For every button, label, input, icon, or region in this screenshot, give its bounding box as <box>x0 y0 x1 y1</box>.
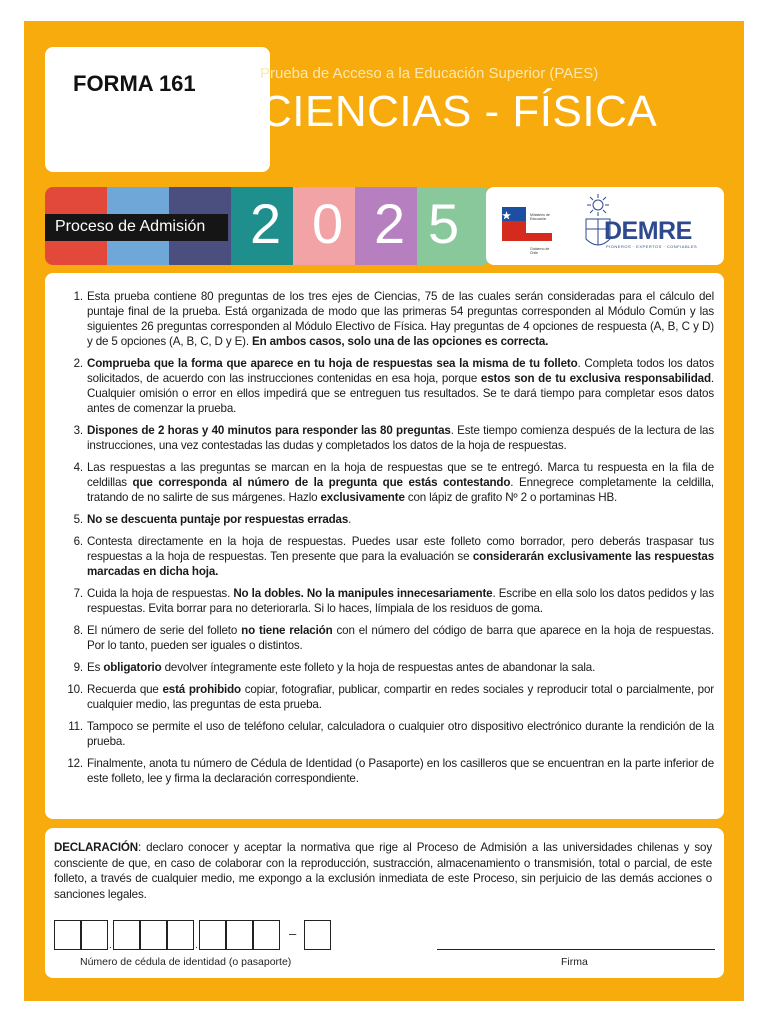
instruction-text: . Escribe en ella solo los datos pedidos y las respuestas. Evita borrar para no deteriorarla. Si lo haces, límpiala de los residuos de goma. <box>87 587 714 615</box>
id-separator-dot: . <box>109 940 112 951</box>
ministerio-text: Ministerio de Educación <box>530 213 550 221</box>
year-digit-2: 0 <box>312 192 344 255</box>
id-digit-box[interactable] <box>140 920 167 950</box>
instruction-text: Cuida la hoja de respuestas. <box>87 587 234 600</box>
instruction-text: Esta prueba contiene 80 preguntas de los tres ejes de Ciencias, 75 de las cuales serán consideradas para el cálculo del puntaje final de la prueba. Está organizada de modo que las primeras 54 preguntas corresponden al Módulo Común y las siguientes 26 preguntas corresponden al Módulo Electivo de Física. Hay preguntas de 4 opciones de respuesta (A, B, C y D) y de 5 opciones (A, B, C, D y E). <box>87 290 714 348</box>
logos-box <box>486 187 724 265</box>
instruction-number: 6. <box>73 535 83 548</box>
instruction-text: devolver íntegramente este folleto y la hoja de respuestas antes de abandonar la sala. <box>161 661 596 674</box>
instruction-item <box>59 623 714 653</box>
forma-label: FORMA 161 <box>73 71 196 96</box>
instruction-bold-text: No se descuenta puntaje por respuestas erradas <box>87 513 349 526</box>
instruction-number: 12. <box>67 757 83 770</box>
demre-logo-text: DEMRE <box>604 217 692 245</box>
instruction-bold-text: Comprueba que la forma que aparece en tu hoja de respuestas sea la misma de tu folleto <box>87 357 578 370</box>
instruction-number: 1. <box>73 290 83 303</box>
instruction-number: 5. <box>73 513 83 526</box>
instruction-number: 11. <box>68 720 83 733</box>
id-digit-box[interactable] <box>226 920 253 950</box>
instruction-text: Las respuestas a las preguntas se marcan en la hoja de respuestas que se te entregó. Marca tu respuesta en la fila de celdillas <box>87 461 714 489</box>
instruction-item <box>59 586 714 616</box>
instruction-bold-text: En ambos casos, solo una de las opciones es correcta. <box>252 335 549 348</box>
instruction-item <box>59 356 714 416</box>
test-title: CIENCIAS - FÍSICA <box>260 87 658 136</box>
declaration-text <box>54 840 712 902</box>
ministerio-subtext: Gobierno de Chile <box>530 247 550 255</box>
instruction-bold-text: no tiene relación <box>241 624 333 637</box>
instruction-item <box>59 534 714 579</box>
instruction-number: 2. <box>73 357 83 370</box>
instruction-text: Finalmente, anota tu número de Cédula de Identidad (o Pasaporte) en los casilleros que se encuentran en la parte inferior de este folleto, lee y firma la declaración correspondiente. <box>87 757 714 785</box>
instruction-bold-text: exclusivamente <box>320 491 405 504</box>
instruction-text: Tampoco se permite el uso de teléfono celular, calculadora o cualquier otro dispositivo electrónico durante la rendición de la prueba. <box>87 720 714 748</box>
id-digit-box[interactable] <box>113 920 140 950</box>
instruction-number: 8. <box>73 624 83 637</box>
instruction-item <box>59 512 714 527</box>
instruction-text: Contesta directamente en la hoja de respuestas. Puedes usar este folleto como borrador, pero deberás traspasar tus respuestas a la hoja de respuestas. Ten presente que para la evaluación se <box>87 535 714 563</box>
instruction-item <box>59 460 714 505</box>
id-digit-box[interactable] <box>199 920 226 950</box>
test-subtitle: Prueba de Acceso a la Educación Superior (PAES) <box>260 65 599 82</box>
instruction-number: 9. <box>73 661 83 674</box>
instruction-text: . Ennegrece completamente la celdilla, tratando de no salirte de sus márgenes. Hazlo <box>87 476 714 504</box>
instruction-number: 7. <box>73 587 83 600</box>
instruction-item <box>59 423 714 453</box>
instruction-number: 3. <box>73 424 83 437</box>
instruction-text: El número de serie del folleto <box>87 624 242 637</box>
instruction-text: . Cualquier omisión o error en ellos impedirá que se entreguen tus resultados. Se te dará tiempo para completar esos datos antes de comenzar la prueba. <box>87 372 714 415</box>
id-digit-box[interactable] <box>81 920 108 950</box>
instruction-bold-text: No la dobles. No la manipules innecesariamente <box>233 587 493 600</box>
instruction-item <box>59 289 714 349</box>
instruction-bold-text: estos son de tu exclusiva responsabilidad <box>480 372 711 385</box>
instruction-text: . Este tiempo comienza después de la lectura de las instrucciones, una vez contestadas las dudas y completados los datos de la hoja de respuestas. <box>87 424 715 452</box>
instruction-text: . <box>348 513 352 526</box>
declaration-panel <box>45 828 724 978</box>
id-verifier-box[interactable] <box>304 920 331 950</box>
instruction-bold-text: obligatorio <box>103 661 162 674</box>
instruction-bold-text: que corresponda al número de la pregunta que estás contestando <box>132 476 511 489</box>
instruction-item <box>59 660 714 675</box>
instruction-bold-text: considerarán exclusivamente las respuestas marcadas en dicha hoja. <box>87 550 714 578</box>
id-digit-box[interactable] <box>54 920 81 950</box>
instruction-item <box>59 682 714 712</box>
declaration-label: DECLARACIÓN <box>54 841 139 854</box>
proceso-label: Proceso de Admisión <box>45 214 228 241</box>
id-digit-box[interactable] <box>253 920 280 950</box>
id-verifier-dash: – <box>289 926 297 941</box>
instruction-item <box>59 719 714 749</box>
signature-line[interactable] <box>437 949 715 950</box>
instruction-text: . Completa todos los datos solicitados, de acuerdo con las instrucciones contenidas en esa hoja, porque <box>87 357 714 385</box>
instruction-text: Es <box>87 661 104 674</box>
instruction-bold-text: está prohibido <box>162 683 241 696</box>
instruction-text: con el número del código de barra que aparece en la hoja de respuestas. Por lo tanto, pueden ser iguales o distintos. <box>87 624 715 652</box>
year-digit-1: 2 <box>250 192 282 255</box>
instructions-panel <box>45 273 724 819</box>
instruction-text: con lápiz de grafito Nº 2 o portaminas HB. <box>404 491 618 504</box>
instruction-text: Recuerda que <box>87 683 163 696</box>
signature-label: Firma <box>561 956 588 968</box>
ministerio-logo <box>502 207 552 255</box>
year-digit-3: 2 <box>374 192 406 255</box>
instruction-item <box>59 756 714 786</box>
instruction-text: copiar, fotografiar, publicar, compartir en redes sociales y reproducir total o parcialmente, por cualquier medio, las preguntas de esta prueba. <box>87 683 714 711</box>
year-digit-4: 5 <box>428 192 460 255</box>
demre-tagline: PIONEROS · EXPERTOS · CONFIABLES <box>606 244 698 249</box>
instructions-list <box>59 289 714 786</box>
instruction-number: 4. <box>73 461 83 474</box>
cover-page <box>24 21 744 1001</box>
forma-box <box>45 47 270 172</box>
id-digit-box[interactable] <box>167 920 194 950</box>
declaration-body: : declaro conocer y aceptar la normativa que rige al Proceso de Admisión a las universidades chilenas y soy consciente de que, en caso de colaborar con la reproducción, sustracción, almacenamiento o transmisión, total o parcial, de este folleto, a través de cualquier medio, me expongo a la exclusión inmediata de este Proceso, sin perjuicio de las demás acciones o sanciones legales. <box>54 841 712 901</box>
id-number-label: Número de cédula de identidad (o pasaporte) <box>80 956 292 968</box>
instruction-number: 10. <box>67 683 83 696</box>
id-separator-dot: . <box>195 940 198 951</box>
instruction-bold-text: Dispones de 2 horas y 40 minutos para responder las 80 preguntas <box>87 424 451 437</box>
